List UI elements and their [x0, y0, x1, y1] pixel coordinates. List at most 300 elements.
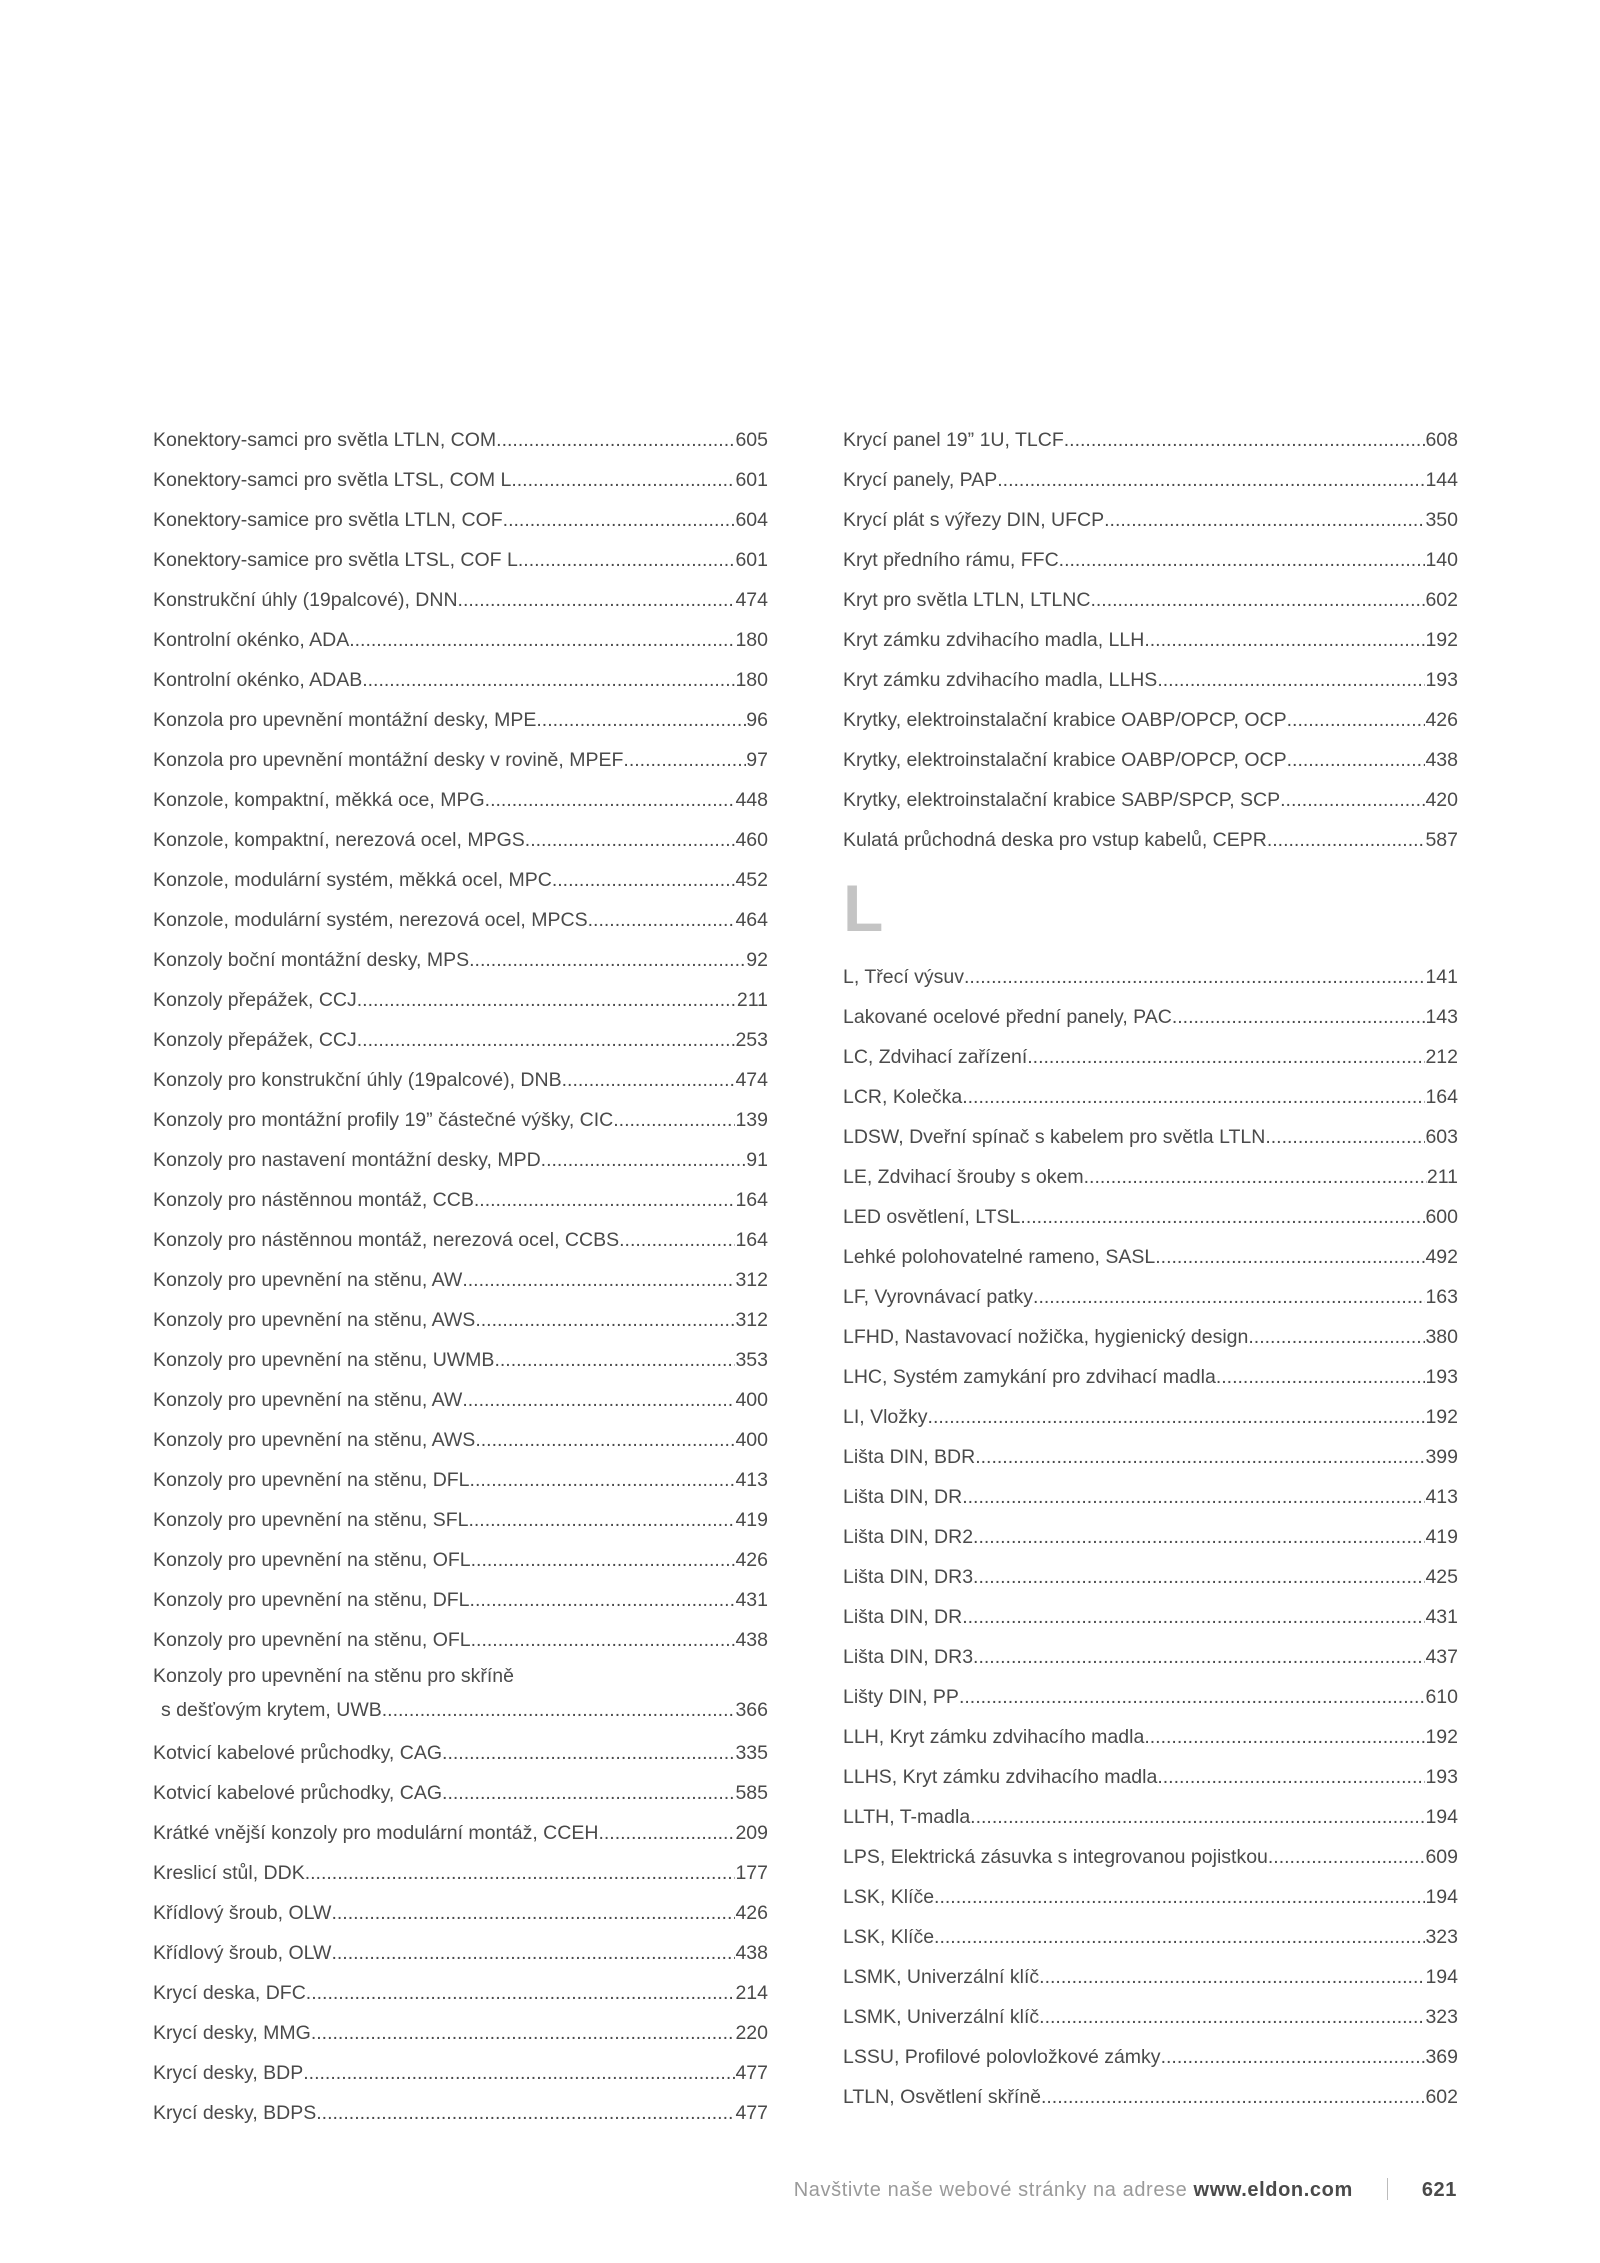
index-entry [153, 420, 768, 460]
dot-leader [1104, 500, 1425, 540]
dot-leader [468, 1500, 735, 1540]
index-entry-label: Krycí panely, PAP [843, 469, 998, 491]
dot-leader [928, 1397, 1426, 1437]
index-entry [153, 700, 768, 740]
dot-leader [1144, 620, 1425, 660]
dot-leader [536, 700, 746, 740]
index-entry-label: LSK, Klíče [843, 1926, 935, 1948]
dot-leader [331, 1933, 735, 1973]
index-entry-page: 92 [746, 949, 768, 971]
index-entry-page: 610 [1425, 1686, 1458, 1708]
index-entry-label: Konzoly pro upevnění na stěnu, DFL [153, 1469, 470, 1491]
index-entry-page: 452 [735, 869, 768, 891]
index-entry [843, 1997, 1458, 2037]
index-entry-page: 448 [735, 789, 768, 811]
index-entry [153, 1500, 768, 1540]
index-entry-page: 212 [1425, 1046, 1458, 1068]
index-entry-label: Konzoly pro nástěnnou montáž, nerezová ocel, CCBS [153, 1229, 620, 1251]
index-entry-label: Konektory-samci pro světla LTLN, COM [153, 429, 497, 451]
index-entry-page: 141 [1425, 966, 1458, 988]
index-entry-label: Konzoly pro upevnění na stěnu, AWS [153, 1309, 476, 1331]
index-entry-label: Konektory-samice pro světla LTSL, COF L [153, 549, 518, 571]
index-entry [153, 860, 768, 900]
index-entry-page: 350 [1425, 509, 1458, 531]
index-entry-page: 193 [1425, 1366, 1458, 1388]
index-entry [153, 1620, 768, 1660]
dot-leader [511, 460, 735, 500]
index-entry-label: Křídlový šroub, OLW [153, 1942, 332, 1964]
index-entry-label: s dešťovým krytem, UWB [161, 1699, 382, 1721]
dot-leader [303, 2053, 735, 2093]
footer-website-link[interactable]: www.eldon.com [1193, 2179, 1353, 2201]
dot-leader [362, 660, 735, 700]
index-entry-label: L, Třecí výsuv [843, 966, 965, 988]
index-entry-multiline [153, 1660, 768, 1733]
index-entry-label: LF, Vyrovnávací patky [843, 1286, 1034, 1308]
dot-leader [1265, 1117, 1425, 1157]
index-entry-label: LFHD, Nastavovací nožička, hygienický design [843, 1326, 1249, 1348]
index-entry [153, 660, 768, 700]
index-entry-label: Kontrolní okénko, ADA [153, 629, 350, 651]
index-entry [153, 780, 768, 820]
index-entry-label: Konzoly přepážek, CCJ [153, 1029, 357, 1051]
index-entry-continuation [153, 1693, 768, 1733]
index-entry-page: 438 [735, 1942, 768, 1964]
index-entry-label: LSMK, Univerzální klíč [843, 1966, 1040, 1988]
index-entry-page: 164 [735, 1229, 768, 1251]
index-entry-page: 419 [1425, 1526, 1458, 1548]
index-entry-page: 426 [735, 1549, 768, 1571]
index-entry-page: 211 [736, 989, 768, 1011]
dot-leader [525, 820, 736, 860]
dot-leader [1084, 1157, 1427, 1197]
index-entry-label: Lišta DIN, DR3 [843, 1646, 974, 1668]
dot-leader [331, 1893, 735, 1933]
index-entry [153, 1100, 768, 1140]
section-letter-heading: L [843, 871, 884, 945]
index-entry-page: 312 [735, 1269, 768, 1291]
index-entry-page: 163 [1425, 1286, 1458, 1308]
index-entry-page: 474 [735, 589, 768, 611]
index-entry [843, 540, 1458, 580]
index-entry-page: 335 [735, 1742, 768, 1764]
index-entry-label: Konzoly pro upevnění na stěnu, SFL [153, 1509, 469, 1531]
index-entry-page: 464 [735, 909, 768, 931]
dot-leader [959, 1677, 1426, 1717]
index-entry [153, 540, 768, 580]
index-entry-label: LDSW, Dveřní spínač s kabelem pro světla LTLN [843, 1126, 1266, 1148]
index-entry [153, 1420, 768, 1460]
dot-leader [1090, 580, 1425, 620]
index-entry [153, 2013, 768, 2053]
index-entry [843, 1637, 1458, 1677]
index-entry [843, 1397, 1458, 1437]
dot-leader [305, 1853, 736, 1893]
index-entry-label: Krytky, elektroinstalační krabice OABP/OPCP, OCP [843, 749, 1287, 771]
dot-leader [475, 1420, 735, 1460]
index-entry [843, 420, 1458, 460]
dot-leader [475, 1300, 735, 1340]
index-entry-label: Lišty DIN, PP [843, 1686, 959, 1708]
dot-leader [619, 1220, 735, 1260]
index-entry-page: 474 [735, 1069, 768, 1091]
index-entry [153, 1580, 768, 1620]
dot-leader [973, 1557, 1425, 1597]
index-entry [153, 1853, 768, 1893]
dot-leader [470, 1460, 736, 1500]
index-entry [843, 1517, 1458, 1557]
dot-leader [934, 1877, 1425, 1917]
index-entry-page: 431 [735, 1589, 768, 1611]
dot-leader [357, 980, 737, 1020]
index-entry-label: Konzoly pro upevnění na stěnu, OFL [153, 1549, 471, 1571]
index-entry-page: 608 [1425, 429, 1458, 451]
dot-leader [494, 1340, 735, 1380]
index-entry-label: Kryt předního rámu, FFC [843, 549, 1059, 571]
dot-leader [518, 540, 736, 580]
index-entry [843, 1437, 1458, 1477]
index-entry-label: Konzoly pro upevnění na stěnu, AW [153, 1389, 463, 1411]
index-entry-page: 369 [1425, 2046, 1458, 2068]
index-entry [843, 2037, 1458, 2077]
index-entry-label: Kontrolní okénko, ADAB [153, 669, 363, 691]
index-entry-label: LI, Vložky [843, 1406, 928, 1428]
index-entry-page: 431 [1425, 1606, 1458, 1628]
dot-leader [1267, 820, 1426, 860]
dot-leader [316, 2093, 735, 2133]
index-entry [843, 460, 1458, 500]
dot-leader [1161, 2037, 1426, 2077]
index-entry-page: 380 [1425, 1326, 1458, 1348]
dot-leader [1033, 1277, 1425, 1317]
index-entry-label: LCR, Kolečka [843, 1086, 963, 1108]
index-entry-page: 438 [1425, 749, 1458, 771]
dot-leader [1157, 1757, 1425, 1797]
index-entry-page: 477 [735, 2102, 768, 2124]
index-entry [843, 1917, 1458, 1957]
dot-leader [311, 2013, 736, 2053]
index-entry-label: Krycí plát s výřezy DIN, UFCP [843, 509, 1105, 531]
index-entry-label: Krycí deska, DFC [153, 1982, 306, 2004]
index-entry-label: Konzoly pro nastavení montážní desky, MPD [153, 1149, 541, 1171]
dot-leader [541, 1140, 747, 1180]
index-entry-label: Kotvicí kabelové průchodky, CAG [153, 1742, 443, 1764]
dot-leader [973, 1517, 1425, 1557]
dot-leader [1280, 780, 1425, 820]
index-entry [843, 1557, 1458, 1597]
index-entry [843, 660, 1458, 700]
dot-leader [485, 780, 736, 820]
dot-leader [1287, 740, 1426, 780]
index-entry-label: Lehké polohovatelné rameno, SASL [843, 1246, 1156, 1268]
index-entry [843, 1277, 1458, 1317]
index-entry-page: 323 [1425, 1926, 1458, 1948]
dot-leader [1216, 1357, 1426, 1397]
index-entry-label: Konzoly boční montážní desky, MPS [153, 949, 470, 971]
index-entry [843, 1837, 1458, 1877]
index-entry [843, 620, 1458, 660]
index-entry-page: 400 [735, 1429, 768, 1451]
index-entry-page: 605 [735, 429, 768, 451]
index-entry [843, 780, 1458, 820]
dot-leader [613, 1100, 735, 1140]
index-entry [843, 700, 1458, 740]
index-entry-page: 194 [1425, 1806, 1458, 1828]
index-entry-page: 419 [735, 1509, 768, 1531]
index-entry-label: Kryt pro světla LTLN, LTLNC [843, 589, 1091, 611]
index-entry-label: Konzole, modulární systém, nerezová ocel, MPCS [153, 909, 588, 931]
index-entry [153, 1260, 768, 1300]
dot-leader [1155, 1237, 1425, 1277]
index-entry-page: 211 [1426, 1166, 1458, 1188]
index-entry [153, 940, 768, 980]
index-entry-label: Konzoly pro upevnění na stěnu, AWS [153, 1429, 476, 1451]
index-entry-label: Konzoly pro upevnění na stěnu, OFL [153, 1629, 471, 1651]
index-entry-page: 214 [735, 1982, 768, 2004]
index-entry-page: 220 [735, 2022, 768, 2044]
index-column-right [843, 420, 1458, 2117]
dot-leader [970, 1797, 1425, 1837]
index-entry [843, 1197, 1458, 1237]
index-entry-label: Lišta DIN, DR2 [843, 1526, 974, 1548]
index-entry-page: 438 [735, 1629, 768, 1651]
index-entry-label: LE, Zdvihací šrouby s okem [843, 1166, 1084, 1188]
index-entry-label: Konzoly pro upevnění na stěnu, AW [153, 1269, 463, 1291]
dot-leader [474, 1180, 736, 1220]
index-entry-label: Konzoly pro nástěnnou montáž, CCB [153, 1189, 474, 1211]
index-entry [843, 2077, 1458, 2117]
index-entry-label: Konzoly pro montážní profily 19” částečné výšky, CIC [153, 1109, 614, 1131]
index-entry [153, 500, 768, 540]
index-entry [843, 500, 1458, 540]
index-entry [843, 1877, 1458, 1917]
dot-leader [1027, 1037, 1425, 1077]
index-entry [843, 820, 1458, 860]
index-entry [843, 957, 1458, 997]
index-entry-page: 587 [1425, 829, 1458, 851]
index-entry-label: Krycí desky, BDPS [153, 2102, 317, 2124]
index-entry [153, 1380, 768, 1420]
index-entry-page: 193 [1425, 669, 1458, 691]
index-entry-page: 164 [735, 1189, 768, 1211]
page-number: 621 [1421, 2179, 1457, 2201]
index-entry-label: Konzole, kompaktní, nerezová ocel, MPGS [153, 829, 525, 851]
dot-leader [1172, 997, 1426, 1037]
index-entry-page: 192 [1425, 1406, 1458, 1428]
dot-leader [306, 1973, 736, 2013]
index-entry [843, 1037, 1458, 1077]
index-entry [153, 1813, 768, 1853]
dot-leader [1039, 1957, 1425, 1997]
index-entry [153, 1180, 768, 1220]
index-entry [153, 1973, 768, 2013]
index-entry-page: 139 [735, 1109, 768, 1131]
index-entry-page: 253 [735, 1029, 768, 1051]
dot-leader [975, 1437, 1425, 1477]
index-entry-label: LSK, Klíče [843, 1886, 935, 1908]
index-entry-label: LLTH, T-madla [843, 1806, 971, 1828]
index-entry [843, 1677, 1458, 1717]
index-entry-label: Konzola pro upevnění montážní desky v rovině, MPEF [153, 749, 624, 771]
index-entry [153, 1893, 768, 1933]
index-entry-page: 604 [735, 509, 768, 531]
index-entry-label: Kreslicí stůl, DDK [153, 1862, 305, 1884]
index-entry [153, 1773, 768, 1813]
index-entry-label: LSSU, Profilové polovložkové zámky [843, 2046, 1161, 2068]
index-entry-label: LSMK, Univerzální klíč [843, 2006, 1040, 2028]
index-entry-page: 600 [1425, 1206, 1458, 1228]
index-entry-label: Konzoly pro upevnění na stěnu pro skříně [153, 1665, 514, 1687]
footer-divider [1387, 2178, 1388, 2200]
dot-leader [382, 1693, 736, 1727]
dot-leader [623, 740, 746, 780]
index-entry-page: 209 [735, 1822, 768, 1844]
dot-leader [471, 1540, 736, 1580]
index-entry [153, 1340, 768, 1380]
index-entry-label: Lišta DIN, BDR [843, 1446, 976, 1468]
index-entry [843, 997, 1458, 1037]
index-entry-label: Kotvicí kabelové průchodky, CAG [153, 1782, 443, 1804]
index-entry [843, 1077, 1458, 1117]
index-entry-page: 180 [735, 629, 768, 651]
index-entry [843, 740, 1458, 780]
index-entry-label: Konzoly pro upevnění na stěnu, UWMB [153, 1349, 495, 1371]
dot-leader [503, 500, 736, 540]
index-entry-label: Kulatá průchodná deska pro vstup kabelů, CEPR [843, 829, 1267, 851]
dot-leader [357, 1020, 736, 1060]
index-entry-page: 180 [735, 669, 768, 691]
index-entry-page: 194 [1425, 1966, 1458, 1988]
index-entry-label: Krycí desky, BDP [153, 2062, 304, 2084]
index-entry-page: 477 [735, 2062, 768, 2084]
index-entry-label: LED osvětlení, LTSL [843, 1206, 1021, 1228]
dot-leader [469, 940, 746, 980]
index-entry-label: Krytky, elektroinstalační krabice OABP/OPCP, OCP [843, 709, 1287, 731]
index-entry-page: 602 [1425, 589, 1458, 611]
index-entry [153, 580, 768, 620]
dot-leader [1059, 540, 1426, 580]
index-entry-label: Lakované ocelové přední panely, PAC [843, 1006, 1172, 1028]
index-entry [153, 1060, 768, 1100]
index-entry [153, 460, 768, 500]
index-entry-label: LLHS, Kryt zámku zdvihacího madla [843, 1766, 1158, 1788]
index-entry [843, 1597, 1458, 1637]
dot-leader [973, 1637, 1425, 1677]
index-entry-page: 353 [735, 1349, 768, 1371]
index-entry-page: 97 [746, 749, 768, 771]
index-entry-label: Lišta DIN, DR [843, 1486, 963, 1508]
index-entry [843, 1757, 1458, 1797]
dot-leader [1268, 1837, 1426, 1877]
index-entry [843, 1157, 1458, 1197]
index-entry [153, 900, 768, 940]
index-entry-page: 144 [1425, 469, 1458, 491]
dot-leader [552, 860, 736, 900]
dot-leader [934, 1917, 1425, 1957]
dot-leader [962, 1077, 1425, 1117]
dot-leader [442, 1733, 735, 1773]
index-column-left [153, 420, 768, 2133]
index-entry [153, 1300, 768, 1340]
dot-leader [470, 1580, 736, 1620]
index-entry-page: 601 [735, 549, 768, 571]
index-entry-page: 194 [1425, 1886, 1458, 1908]
index-entry [843, 580, 1458, 620]
index-entry-label: Křídlový šroub, OLW [153, 1902, 332, 1924]
index-entry [843, 1117, 1458, 1157]
index-entry-page: 420 [1425, 789, 1458, 811]
index-entry [843, 1797, 1458, 1837]
index-entry-page: 460 [735, 829, 768, 851]
dot-leader [962, 1477, 1425, 1517]
dot-leader [1144, 1717, 1425, 1757]
dot-leader [442, 1773, 735, 1813]
index-entry-page: 413 [735, 1469, 768, 1491]
index-entry-label: Konzole, kompaktní, měkká oce, MPG [153, 789, 485, 811]
index-entry-label: Krycí panel 19” 1U, TLCF [843, 429, 1064, 451]
index-entry [843, 1477, 1458, 1517]
index-entry [843, 1317, 1458, 1357]
index-entry-label: LPS, Elektrická zásuvka s integrovanou pojistkou [843, 1846, 1268, 1868]
index-entry [153, 1220, 768, 1260]
index-entry-page: 96 [746, 709, 768, 731]
index-entry-page: 177 [735, 1862, 768, 1884]
dot-leader [1039, 1997, 1425, 2037]
index-entry-label: Konzoly pro upevnění na stěnu, DFL [153, 1589, 470, 1611]
dot-leader [496, 420, 735, 460]
index-entry-label: Lišta DIN, DR [843, 1606, 963, 1628]
index-entry-page: 492 [1425, 1246, 1458, 1268]
dot-leader [964, 957, 1425, 997]
index-entry [843, 1237, 1458, 1277]
index-entry-page: 399 [1425, 1446, 1458, 1468]
index-entry-page: 366 [735, 1699, 768, 1721]
dot-leader [962, 1597, 1425, 1637]
dot-leader [598, 1813, 735, 1853]
index-entry-label: Konzoly přepážek, CCJ [153, 989, 357, 1011]
dot-leader [349, 620, 735, 660]
index-entry [153, 1933, 768, 1973]
index-entry-label: Konstrukční úhly (19palcové), DNN [153, 589, 458, 611]
index-entry-label: Konzola pro upevnění montážní desky, MPE [153, 709, 537, 731]
page-footer [794, 2178, 1457, 2202]
index-entry-page: 400 [735, 1389, 768, 1411]
index-entry [843, 1717, 1458, 1757]
footer-text: Navštivte naše webové stránky na adrese [793, 2179, 1194, 2201]
index-entry-label: Kryt zámku zdvihacího madla, LLHS [843, 669, 1158, 691]
index-entry [153, 1540, 768, 1580]
index-entry-page: 143 [1425, 1006, 1458, 1028]
dot-leader [1157, 660, 1425, 700]
dot-leader [458, 580, 736, 620]
index-entry-page: 192 [1425, 1726, 1458, 1748]
index-entry-page: 91 [746, 1149, 768, 1171]
index-entry-page: 164 [1425, 1086, 1458, 1108]
index-entry-page: 193 [1425, 1766, 1458, 1788]
index-entry-page: 323 [1425, 2006, 1458, 2028]
dot-leader [562, 1060, 736, 1100]
index-entry [153, 740, 768, 780]
dot-leader [1041, 2077, 1425, 2117]
index-entry-label: LTLN, Osvětlení skříně [843, 2086, 1041, 2108]
index-entry-page: 602 [1425, 2086, 1458, 2108]
index-entry-page: 192 [1425, 629, 1458, 651]
dot-leader [1287, 700, 1426, 740]
index-entry-page: 437 [1425, 1646, 1458, 1668]
index-entry-page: 312 [735, 1309, 768, 1331]
dot-leader [1064, 420, 1426, 460]
index-entry [843, 1357, 1458, 1397]
